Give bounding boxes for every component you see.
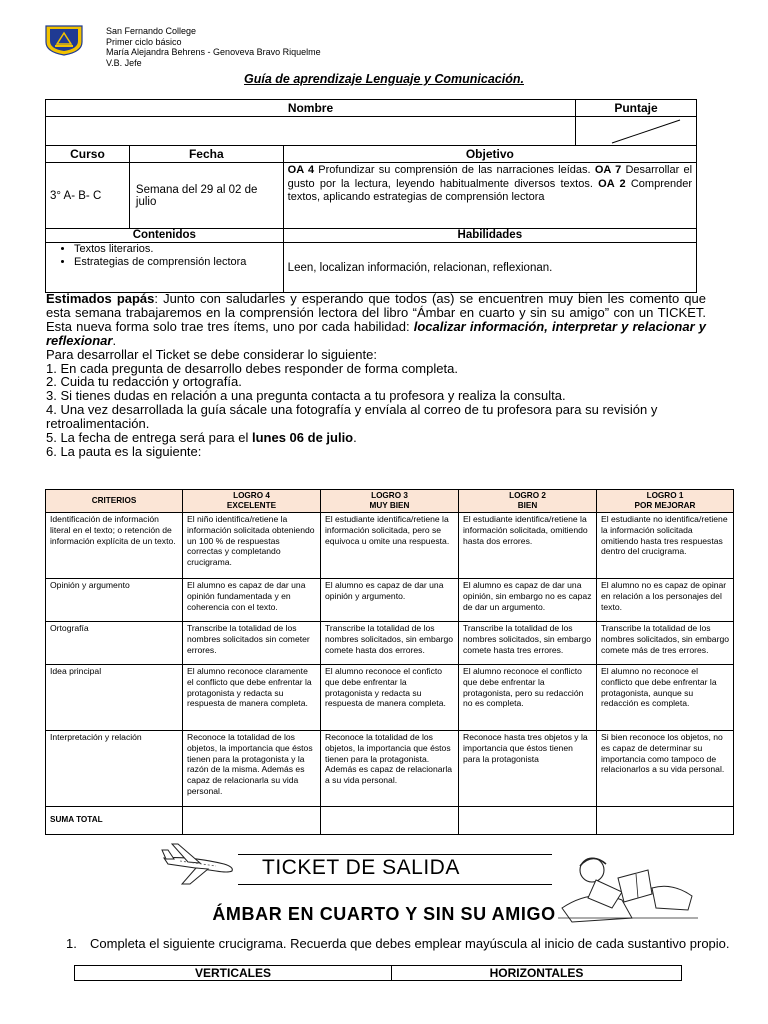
rubric-cell: Idea principal [46, 665, 183, 731]
objetivo-value [283, 163, 696, 229]
table-row [46, 579, 734, 622]
header-line: San Fernando College [106, 26, 197, 36]
instruction-item [46, 431, 706, 445]
rubric-cell: Transcribe la totalidad de los nombres solicitados, sin embargo comete más de tres errores. [597, 622, 734, 665]
oa2-text: Comprender textos, aplicando estrategias de comprensión lectora [287, 177, 692, 203]
skills-emphasis: localizar información, interpretar y relacionar y reflexionar [46, 318, 706, 348]
ticket-line-top [238, 854, 552, 855]
header-line: María Alejandra Behrens - Genoveva Bravo Riquelme [106, 47, 321, 57]
habilidades-label: Habilidades [283, 229, 696, 243]
greeting: Estimados papás [46, 291, 155, 306]
rubric-cell: El estudiante identifica/retiene la información solicitada, pero se equivoca u omite una respuesta. [321, 513, 459, 579]
rubric-cell: Transcribe la totalidad de los nombres solicitados, sin embargo comete hasta tres errores. [459, 622, 597, 665]
school-crest-icon [44, 24, 84, 56]
rubric-cell: Transcribe la totalidad de los nombres solicitados sin cometer errores. [183, 622, 321, 665]
puntaje-slash [576, 117, 695, 145]
airplane-icon [160, 840, 238, 886]
table-row [46, 665, 734, 731]
ticket-line-bottom [238, 884, 552, 885]
total-cell[interactable] [459, 807, 597, 835]
rubric-header: CRITERIOS [46, 490, 183, 513]
instruction-item: 3. Si tienes dudas en relación a una pregunta contacta a tu profesora y realiza la consulta. [46, 388, 566, 404]
total-row [46, 807, 734, 835]
rubric-header: LOGRO 1 POR MEJORAR [597, 490, 734, 513]
intro-text [46, 292, 706, 459]
rubric-cell: El alumno no es capaz de opinar en relación a los personajes del texto. [597, 579, 734, 622]
rubric-cell: El alumno reconoce claramente el conflicto que debe enfrentar la protagonista y redacta su respuesta de manera completa. [183, 665, 321, 731]
oa7-text: Desarrollar el gusto por la lectura, leyendo habitualmente diversos textos. [287, 164, 693, 190]
rubric-cell: Transcribe la totalidad de los nombres solicitados, sin embargo comete hasta dos errores. [321, 622, 459, 665]
rubric-cell: Reconoce la totalidad de los objetos, la importancia que éstos tienen para la protagonista. Además es capaz de relacionarla a su vida personal. [321, 731, 459, 807]
contenidos-list [46, 243, 284, 293]
rubric-cell: Reconoce hasta tres objetos y la importancia que éstos tienen para la protagonista [459, 731, 597, 807]
rubric-table [45, 489, 734, 835]
table-row [46, 731, 734, 807]
nombre-label: Nombre [46, 100, 576, 117]
rubric-cell: Reconoce la totalidad de los objetos, la importancia que éstos tienen para la protagonista y la razón de la misma. Además es capaz de relacionarla su vida personal. [183, 731, 321, 807]
puntaje-field[interactable] [575, 117, 696, 146]
instruction-item: 6. La pauta es la siguiente: [46, 443, 202, 459]
total-cell[interactable] [321, 807, 459, 835]
rubric-cell: El alumno no reconoce el conflicto que debe enfrentar la protagonista, aunque su redacción es completa. [597, 665, 734, 731]
verticales-label: VERTICALES [75, 966, 392, 981]
oa4-code: OA 4 [287, 164, 315, 176]
nombre-field[interactable] [46, 117, 576, 146]
rubric-cell: El niño identifica/retiene la información solicitada obteniendo un 100 % de respuestas correctas y completando crucigrama. [183, 513, 321, 579]
info-table [45, 99, 697, 293]
rubric-cell: El alumno reconoce el conficto que debe enfrentar la protagonista y redacta su respuesta de manera completa. [321, 665, 459, 731]
intro-paragraph [46, 292, 706, 348]
story-title: ÁMBAR EN CUARTO Y SIN SU AMIGO [212, 904, 556, 924]
crossword-header-table [74, 965, 682, 981]
question-number: 1. [66, 936, 77, 951]
horizontales-label: HORIZONTALES [392, 966, 682, 981]
fecha-value: Semana del 29 al 02 de julio [129, 163, 283, 229]
guide-title: Guía de aprendizaje Lenguaje y Comunicación. [244, 72, 524, 86]
total-cell[interactable] [597, 807, 734, 835]
header-line: V.B. Jefe [106, 57, 142, 68]
rubric-cell: El alumno es capaz de dar una opinión y argumento. [321, 579, 459, 622]
rubric-cell: El alumno reconoce el conflicto que debe enfrentar la protagonista, pero su redacción no es completa. [459, 665, 597, 731]
total-cell[interactable] [183, 807, 321, 835]
rubric-header-row [46, 490, 734, 513]
curso-value: 3° A- B- C [46, 163, 130, 229]
rubric-header: LOGRO 4 EXCELENTE [183, 490, 321, 513]
table-row [46, 622, 734, 665]
oa2-code: OA 2 [598, 177, 626, 190]
rubric-cell: Ortografía [46, 622, 183, 665]
instructions-lead: Para desarrollar el Ticket se debe considerar lo siguiente: [46, 346, 377, 362]
objetivo-label: Objetivo [283, 146, 696, 163]
habilidades-value: Leen, localizan información, relacionan, reflexionan. [283, 243, 696, 293]
ticket-title: TICKET DE SALIDA [262, 856, 460, 879]
rubric-cell: El alumno es capaz de dar una opinión, sin embargo no es capaz de dar un argumento. [459, 579, 597, 622]
rubric-header: LOGRO 3 MUY BIEN [321, 490, 459, 513]
total-label: SUMA TOTAL [46, 807, 183, 835]
question-text: Completa el siguiente crucigrama. Recuerda que debes emplear mayúscula al inicio de cada sustantivo propio. [90, 936, 730, 951]
contenidos-label: Contenidos [46, 229, 284, 243]
rubric-cell: El estudiante identifica/retiene la información solicitada, omitiendo hasta dos errores. [459, 513, 597, 579]
rubric-cell: Opinión y argumento [46, 579, 183, 622]
rubric-cell: Identificación de información literal en el texto; o retención de información explícita de un texto. [46, 513, 183, 579]
curso-label: Curso [46, 146, 130, 163]
fecha-label: Fecha [129, 146, 283, 163]
intro-sentence: : Junto con saludarles y esperando que todos (as) se encuentren muy bien les comento que esta semana trabajaremos en la comprensión lectora del libro “Ámbar en cuarto y sin su amigo” con un TICKET. Esta nueva forma solo trae tres ítems, uno por cada habilidad: [46, 291, 706, 334]
list-item: • Estrategias de comprensión lectora [74, 256, 279, 269]
rubric-cell: El estudiante no identifica/retiene la información solicitada omitiendo hasta tres respuestas dentro del crucigrama. [597, 513, 734, 579]
period: . [112, 332, 117, 348]
instruction-item: 1. En cada pregunta de desarrollo debes responder de forma completa. [46, 360, 458, 376]
instruction-item: 4. Una vez desarrollada la guía sácale una fotografía y envíala al correo de tu profesora para su revisión y retroalimentación. [46, 402, 658, 432]
rubric-header: LOGRO 2 BIEN [459, 490, 597, 513]
rubric-cell: Si bien reconoce los objetos, no es capaz de determinar su importancia como tampoco de relacionarlos a su vida personal. [597, 731, 734, 807]
header-line: Primer ciclo básico [106, 36, 182, 47]
oa7-code: OA 7 [594, 164, 622, 176]
due-date: lunes 06 de julio [251, 430, 354, 446]
rubric-cell: El alumno es capaz de dar una opinión fundamentada y en coherencia con el texto. [183, 579, 321, 622]
instruction-item: 2. Cuida tu redacción y ortografía. [46, 374, 242, 390]
rubric-cell: Interpretación y relación [46, 731, 183, 807]
oa4-text: Profundizar su comprensión de las narraciones leídas. [314, 164, 595, 176]
puntaje-label: Puntaje [575, 100, 696, 117]
school-header [106, 26, 321, 68]
list-item: • Textos literarios. [74, 243, 279, 256]
table-row [46, 513, 734, 579]
period: . [353, 430, 357, 446]
due-date-lead: 5. La fecha de entrega será para el [46, 430, 252, 446]
